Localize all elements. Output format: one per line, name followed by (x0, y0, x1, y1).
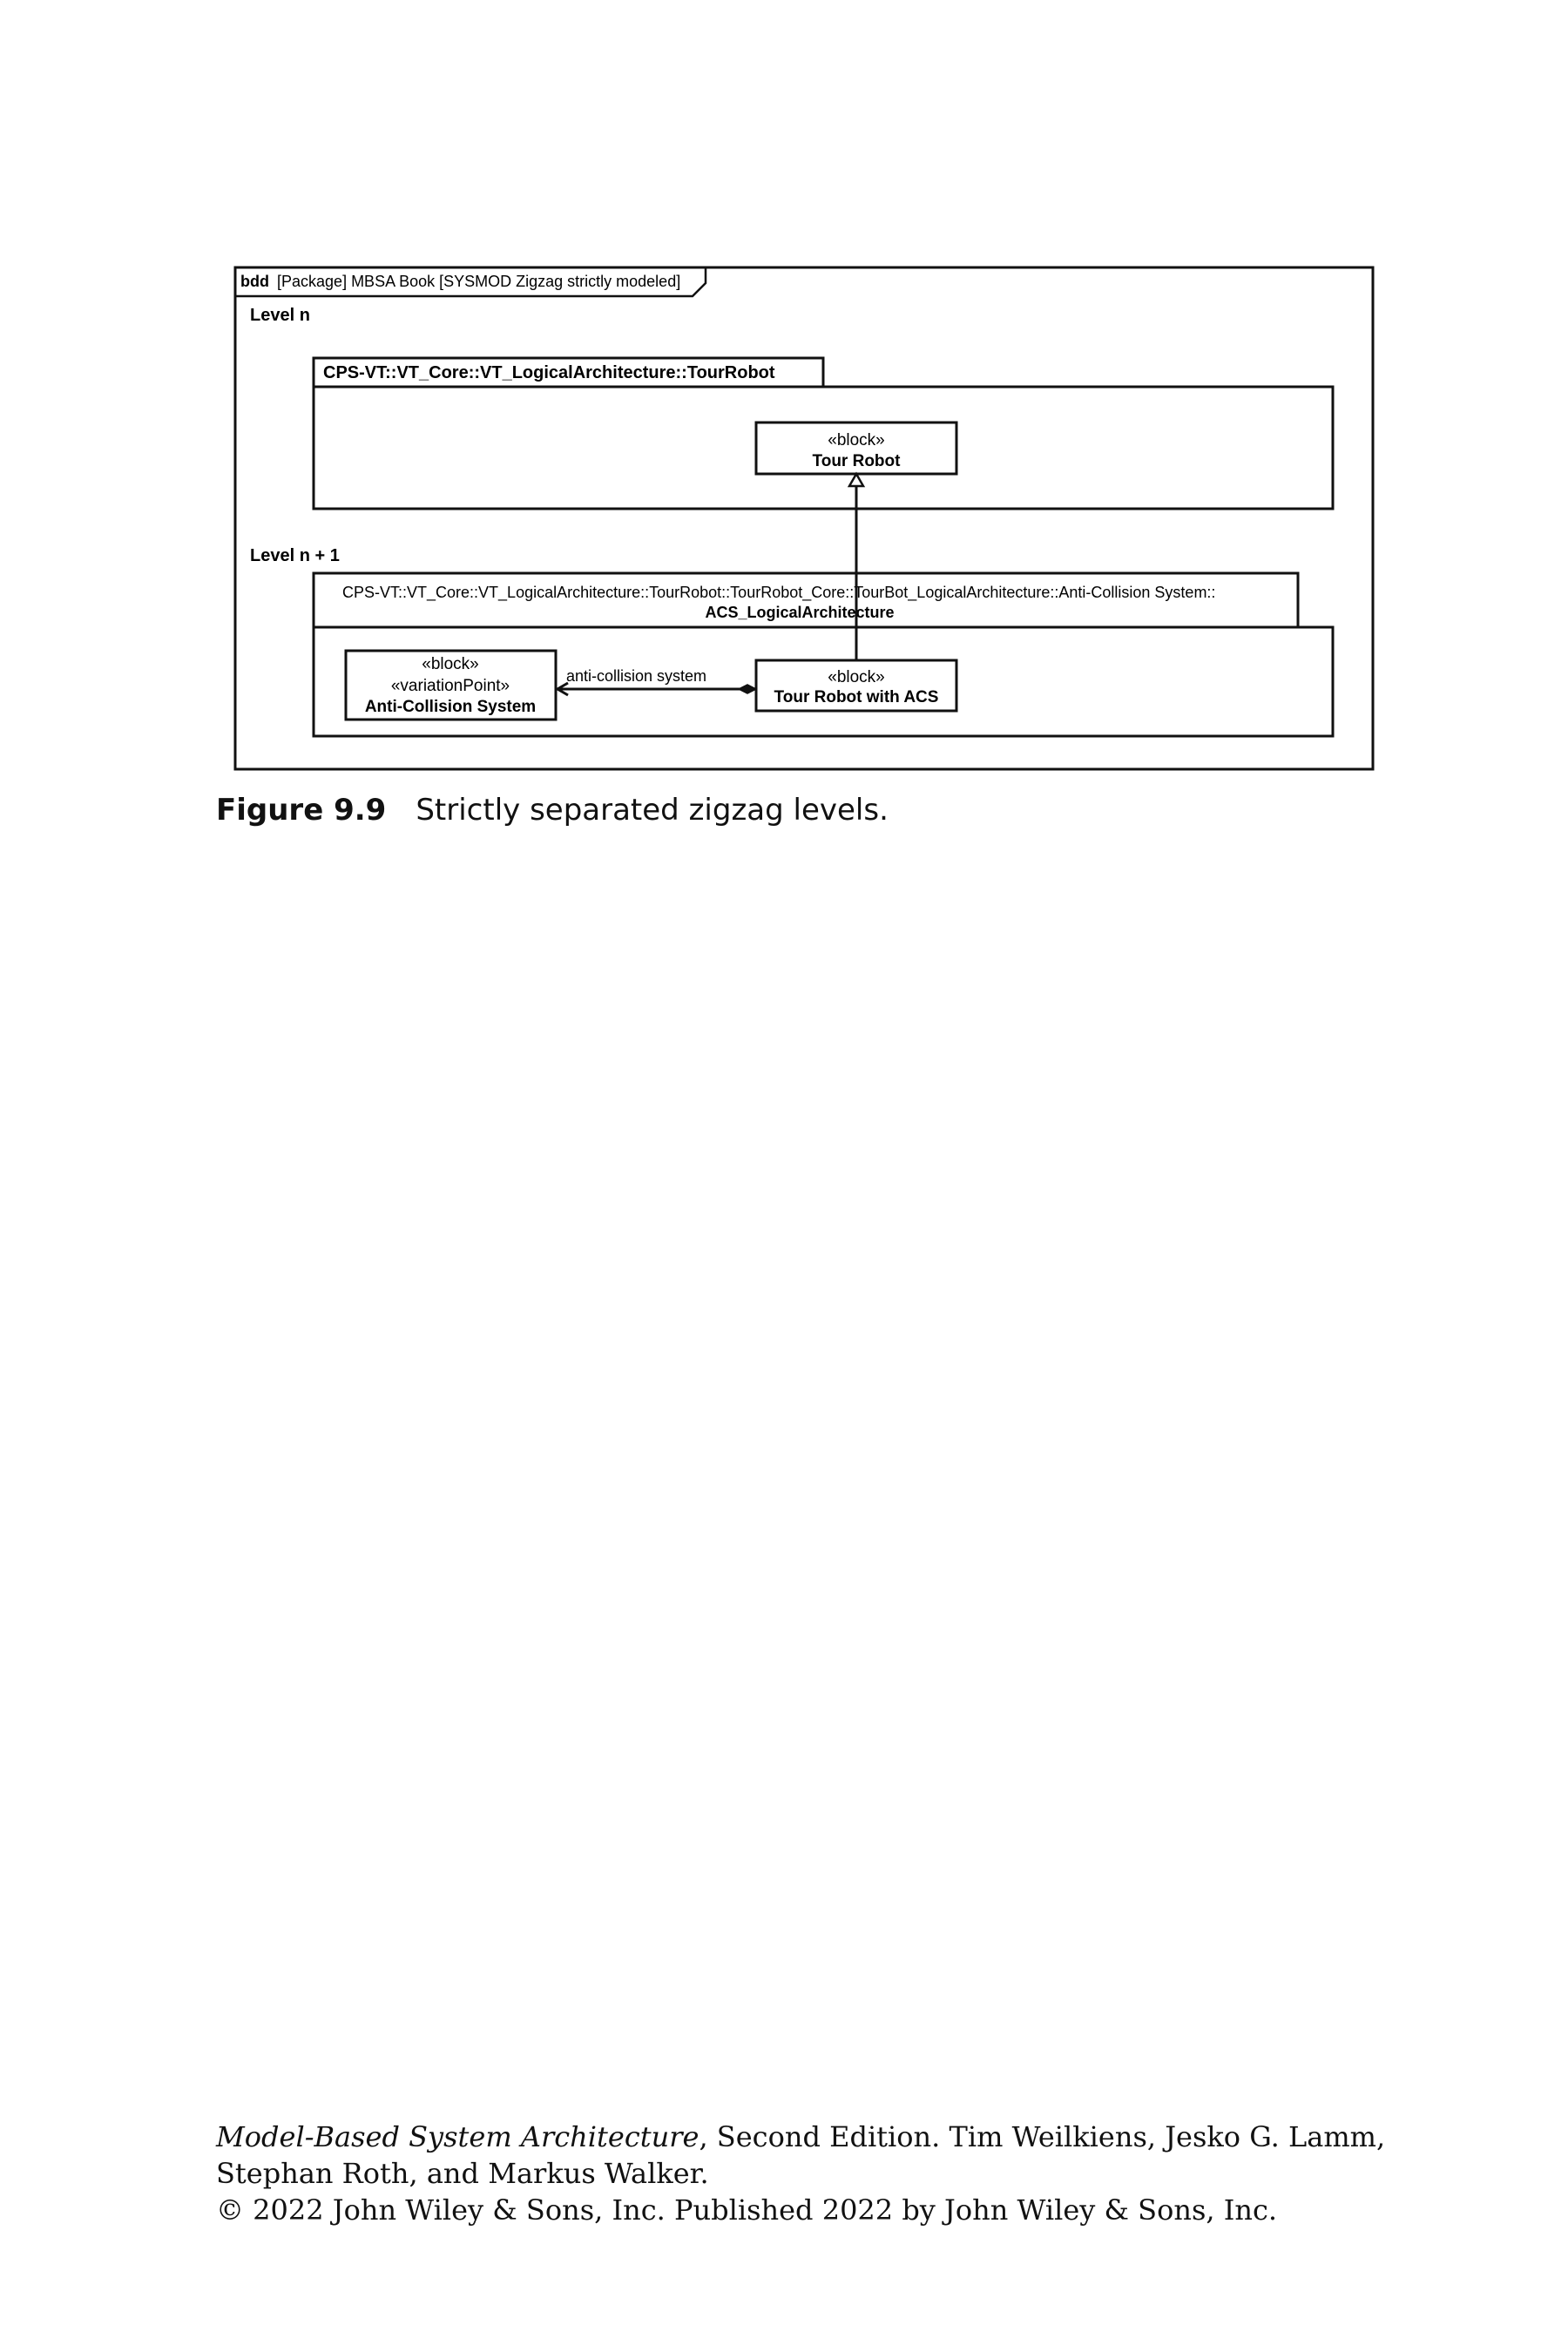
level-n-label: Level n (250, 306, 310, 325)
copyright-footer (216, 2119, 1385, 2228)
package-acs-name-line2: ACS_LogicalArchitecture (705, 604, 895, 621)
footer-line-2: Stephan Roth, and Markus Walker. (216, 2157, 709, 2190)
level-n1-label: Level n + 1 (250, 546, 340, 565)
package-tourrobot-name: CPS-VT::VT_Core::VT_LogicalArchitecture::TourRobot (323, 363, 775, 382)
association-role-label: anti-collision system (566, 667, 707, 685)
block-tour-robot-stereotype: «block» (828, 431, 885, 449)
block-acs-stereotype-variationpoint: «variationPoint» (390, 677, 510, 695)
block-acs-stereotype-block: «block» (422, 655, 479, 673)
block-acs-name: Anti-Collision System (364, 698, 537, 716)
footer-line-3: © 2022 John Wiley & Sons, Inc. Published 2022 by John Wiley & Sons, Inc. (216, 2193, 1278, 2227)
generalization-arrowhead (849, 474, 863, 486)
block-tour-robot-name: Tour Robot (812, 452, 901, 470)
block-tour-robot-acs-stereotype: «block» (828, 668, 885, 686)
figure-number: Figure 9.9 (216, 793, 387, 828)
figure-text: Strictly separated zigzag levels. (416, 793, 889, 828)
book-title: Model-Based System Architecture (216, 2120, 700, 2153)
frame-title: bdd [Package] MBSA Book [SYSMOD Zigzag strictly modeled] (240, 273, 681, 290)
footer-line-1-rest: , Second Edition. Tim Weilkiens, Jesko G. Lamm, (699, 2120, 1386, 2153)
block-tour-robot-acs-name: Tour Robot with ACS (774, 688, 939, 706)
figure-caption (216, 793, 889, 828)
package-acs-name-line1: CPS-VT::VT_Core::VT_LogicalArchitecture::TourRobot::TourRobot_Core::TourBot_LogicalArchitecture::Anti-Collision System:: (342, 584, 1216, 601)
composition-diamond (739, 685, 756, 693)
footer-line-1 (216, 2119, 1385, 2155)
